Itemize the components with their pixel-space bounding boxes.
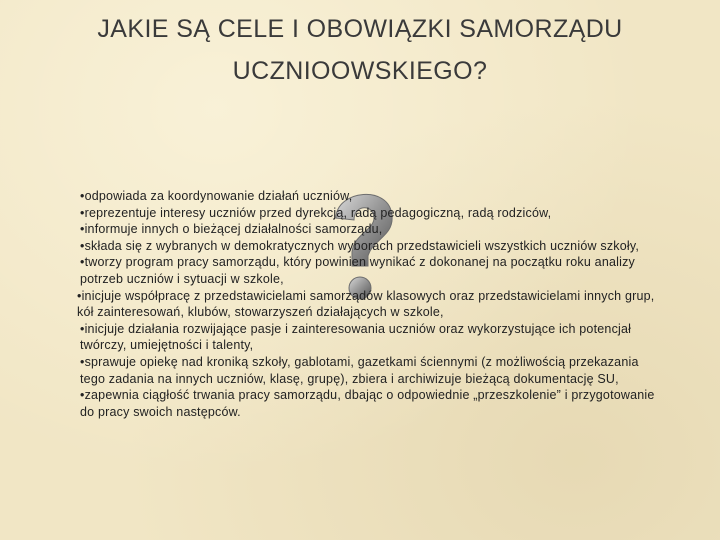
- list-item: •reprezentuje interesy uczniów przed dyrekcją, radą pedagogiczną, radą rodziców,: [80, 205, 552, 220]
- list-item: •tworzy program pracy samorządu, który powinien wynikać z dokonanej na początku roku analizy potrzeb uczniów i sytuacji w szkole,: [80, 255, 635, 286]
- list-item: •sprawuje opiekę nad kroniką szkoły, gablotami, gazetkami ściennymi (z możliwością przekazania tego zadania na innych uczniów, klasę, grupę), zbiera i archiwizuje bieżącą dokumentację SU,: [80, 354, 639, 386]
- slide-title: [30, 8, 690, 92]
- list-item: •składa się z wybranych w demokratycznych wyborach przedstawicieli wszystkich uczniów szkoły,: [80, 238, 640, 253]
- list-item: •inicjuje działania rozwijające pasje i zainteresowania uczniów oraz wykorzystujące ich potencjał twórczy, umiejętności i talenty,: [80, 321, 632, 353]
- title-line-1: JAKIE SĄ CELE I OBOWIĄZKI SAMORZĄDU: [97, 15, 623, 43]
- list-item: •zapewnia ciągłość trwania pracy samorządu, dbając o odpowiednie „przeszkolenie” i przygotowanie do pracy swoich następców.: [80, 388, 655, 419]
- title-line-2: UCZNIOOWSKIEGO?: [232, 57, 488, 85]
- list-item: •informuje innych o bieżącej działalności samorządu,: [80, 222, 383, 237]
- list-item: •odpowiada za koordynowanie działań uczniów,: [80, 189, 353, 203]
- list-item: •inicjuje współpracę z przedstawicielami samorządów klasowych oraz przedstawicielami innych grup, kół zainteresowań, klubów, stowarzyszeń działających w szkole,: [77, 288, 655, 320]
- duties-list: [77, 188, 655, 420]
